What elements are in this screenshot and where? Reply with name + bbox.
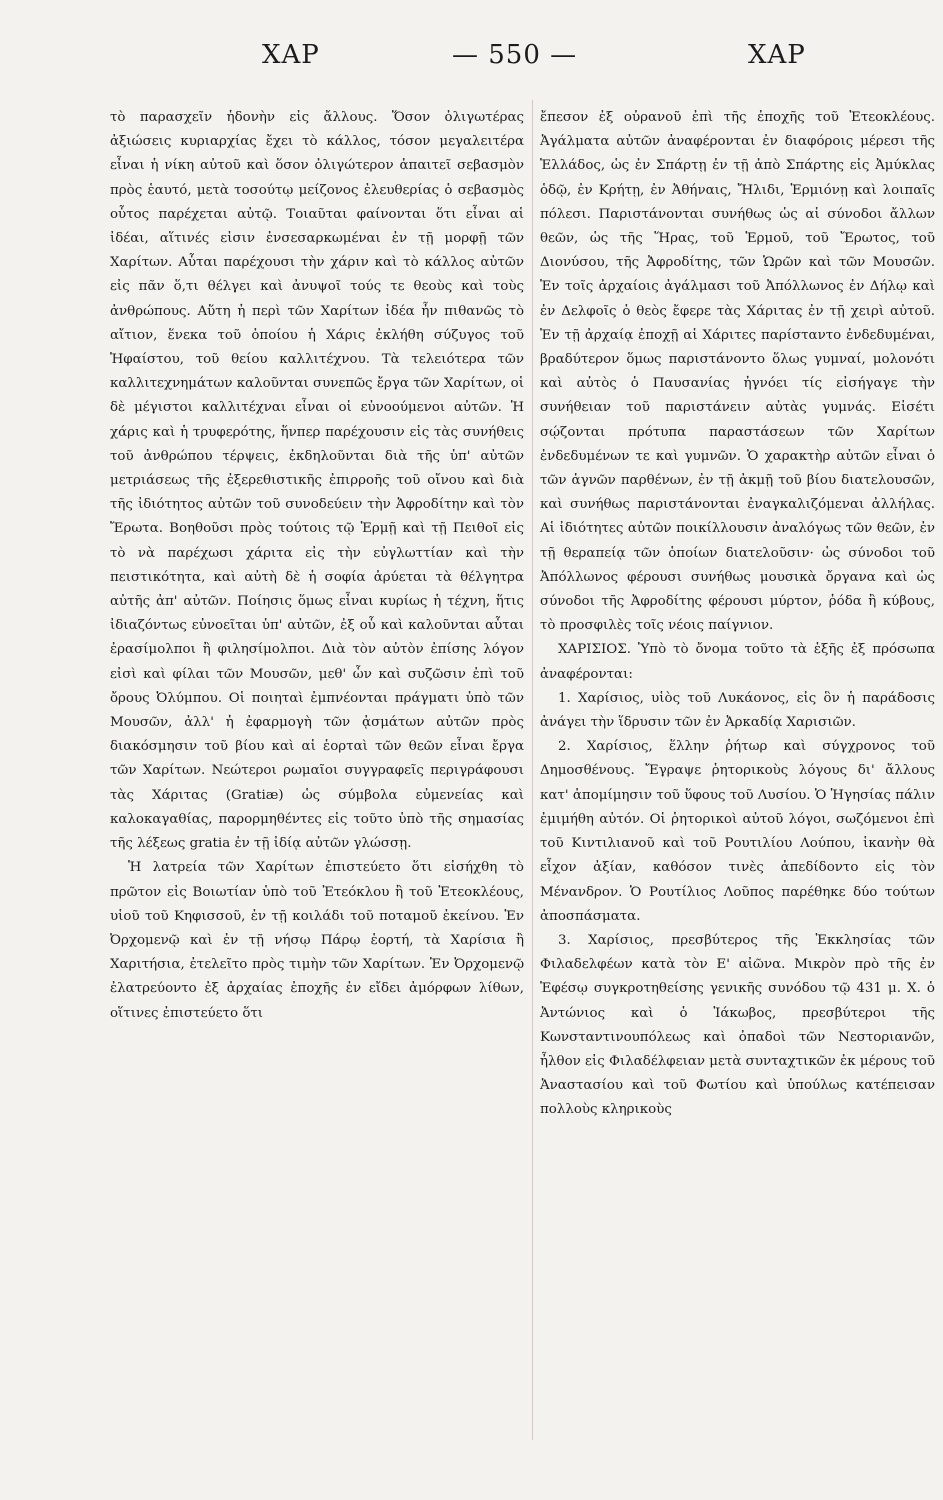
left-column — [110, 106, 524, 1026]
entry-heading-paragraph: ΧΑΡΙΣΙΟΣ. Ὑπὸ τὸ ὄνομα τοῦτο τὰ ἑξῆς ἐξ πρόσωπα ἀναφέρονται: — [540, 642, 935, 682]
page-header — [0, 40, 943, 90]
page-number: — 550 — — [452, 40, 578, 70]
paragraph: Ἡ λατρεία τῶν Χαρίτων ἐπιστεύετο ὅτι εἰσήχθη τὸ πρῶτον εἰς Βοιωτίαν ὑπὸ τοῦ Ἐτεόκλου ἢ τοῦ Ἐτεοκλέους, υἱοῦ τοῦ Κηφισσοῦ, ἐν τῇ κοιλάδι τοῦ ποταμοῦ ἐκείνου. Ἐν Ὀρχομενῷ καὶ ἐν τῇ νήσῳ Πάρῳ ἑορτή, τὰ Χαρίσια ἢ Χαριτήσια, ἐτελεῖτο πρὸς τιμὴν τῶν Χαρίτων. Ἐν Ὀρχομενῷ ἐλατρεύοντο ἐξ ἀρχαίας ἐποχῆς ἐν εἴδει ἀμόρφων λίθων, οἵτινες ἐπιστεύετο ὅτι — [110, 860, 524, 1021]
paragraph: ἔπεσον ἐξ οὐρανοῦ ἐπὶ τῆς ἐποχῆς τοῦ Ἐτεοκλέους. Ἀγάλματα αὐτῶν ἀναφέρονται ἐν διαφόροις μέρεσι τῆς Ἑλλάδος, ὡς ἐν Σπάρτῃ ἐν τῇ ἀπὸ Σπάρτης εἰς Ἀμύκλας ὁδῷ, ἐν Κρήτῃ, ἐν Ἀθήναις, Ἤλιδι, Ἑρμιόνῃ καὶ λοιπαῖς πόλεσι. Παριστάνονται συνήθως ὡς αἱ σύνοδοι ἄλλων θεῶν, ὡς τῆς Ἥρας, τοῦ Ἑρμοῦ, τοῦ Ἔρωτος, τοῦ Διονύσου, τῆς Ἀφροδίτης, τῶν Ὡρῶν καὶ τῶν Μουσῶν. Ἐν τοῖς ἀρχαίοις ἀγάλμασι τοῦ Ἀπόλλωνος ἐν Δήλῳ καὶ ἐν Δελφοῖς ὁ θεὸς ἔφερε τὰς Χάριτας ἐν τῇ χειρὶ αὐτοῦ. Ἐν τῇ ἀρχαίᾳ ἐποχῇ αἱ Χάριτες παρίσταντο ἐνδεδυμέναι, βραδύτερον ὅμως παριστάνοντο ὅλως γυμναί, μολονότι καὶ αὐτὸς ὁ Παυσανίας ἠγνόει τίς εἰσήγαγε τὴν συνήθειαν τοῦ παριστάνειν αὐτὰς γυμνάς. Εἰσέτι σῴζονται πρότυπα παραστάσεων τῶν Χαρίτων ἐνδεδυμένων τε καὶ γυμνῶν. Ὁ χαρακτὴρ αὐτῶν εἶναι ὁ τῶν ἁγνῶν παρθένων, ἐν τῇ ἀκμῇ τοῦ βίου διατελουσῶν, καὶ συνήθως παριστάνονται ἐναγκαλιζόμεναι ἀλλήλας. Αἱ ἰδιότητες αὐτῶν ποικίλλουσιν ἀναλόγως τῶν θεῶν, ἐν τῇ θεραπείᾳ τῶν ὁποίων διατελοῦσιν· ὡς σύνοδοι τοῦ Ἀπόλλωνος φέρουσι συνήθως μουσικὰ ὄργανα καὶ ὡς σύνοδοι τῆς Ἀφροδίτης φέρουσι μύρτον, ῥόδα ἢ κύβους, τὸ προσφιλὲς τοῖς νέοις παίγνιον. — [540, 110, 935, 634]
entry-item: 3. Χαρίσιος, πρεσβύτερος τῆς Ἐκκλησίας τῶν Φιλαδελφέων κατὰ τὸν Ε' αἰῶνα. Μικρὸν πρὸ τῆς ἐν Ἐφέσῳ συγκροτηθείσης γενικῆς συνόδου τῷ 431 μ. Χ. ὁ Ἀντώνιος καὶ ὁ Ἰάκωβος, πρεσβύτεροι τῆς Κωνσταντινουπόλεως καὶ ὀπαδοὶ τῶν Νεστοριανῶν, ἦλθον εἰς Φιλαδέλφειαν μετὰ συνταχτικῶν ἐκ μέρους τοῦ Ἀναστασίου καὶ τοῦ Φωτίου καὶ ὑπούλως κατέπεισαν πολλοὺς κληρικοὺς — [540, 932, 935, 1118]
paragraph: τὸ παρασχεῖν ἡδονὴν εἰς ἄλλους. Ὅσον ὀλιγωτέρας ἀξιώσεις κυριαρχίας ἔχει τὸ κάλλος, τόσον μεγαλειτέρα εἶναι ἡ νίκη αὐτοῦ καὶ ὅσον ὀλιγώτερον ἀπαιτεῖ σεβασμὸν πρὸς ἑαυτό, μετὰ τοσούτῳ μείζονος ἐλευθερίας ὁ σεβασμὸς οὗτος παρέχεται αὐτῷ. Τοιαῦται φαίνονται ὅτι εἶναι αἱ ἰδέαι, αἵτινές εἰσιν ἐνσεσαρκωμέναι ἐν τῇ μορφῇ τῶν Χαρίτων. Αὗται παρέχουσι τὴν χάριν καὶ τὸ κάλλος αὐτῶν εἰς πᾶν ὅ,τι θέλγει καὶ ἀνυψοῖ τούς τε θεοὺς καὶ τοὺς ἀνθρώπους. Αὕτη ἡ περὶ τῶν Χαρίτων ἰδέα ἦν πιθανῶς τὸ αἴτιον, ἕνεκα τοῦ ὁποίου ἡ Χάρις ἐκλήθη σύζυγος τοῦ Ἡφαίστου, τοῦ θείου καλλιτέχνου. Τὰ τελειότερα τῶν καλλιτεχνημάτων καλοῦνται συνεπῶς ἔργα τῶν Χαρίτων, οἱ δὲ μέγιστοι καλλιτέχναι εἶναι οἱ εὐνοούμενοι αὐτῶν. Ἡ χάρις καὶ ἡ τρυφερότης, ἥνπερ παρέχουσιν εἰς τὰς συνήθεις τοῦ ἀνθρώπου τέρψεις, ἐκδηλοῦνται διὰ τῆς ὑπ' αὐτῶν μετριάσεως τῆς ἐξερεθιστικῆς ἐπιρροῆς τοῦ οἴνου καὶ διὰ τῆς ἰδιότητος αὐτῶν τοῦ συνοδεύειν τὴν Ἀφροδίτην καὶ τὸν Ἔρωτα. Βοηθοῦσι πρὸς τούτοις τῷ Ἑρμῇ καὶ τῇ Πειθοῖ εἰς τὸ νὰ παρέχωσι χάριτα εἰς τὴν εὐγλωττίαν καὶ τὴν πειστικότητα, καὶ αὐτὴ δὲ ἡ σοφία ἀρύεται τὰ θέλγητρα αὐτῆς ἀπ' αὐτῶν. Ποίησις ὅμως εἶναι κυρίως ἡ τέχνη, ἥτις ἰδιαζόντως εὐνοεῖται ὑπ' αὐτῶν, ἐξ οὗ καὶ καλοῦνται αὗται ἐρασίμολποι ἢ φιλησίμολποι. Διὰ τὸν αὐτὸν ἐπίσης λόγον εἰσὶ καὶ φίλαι τῶν Μουσῶν, μεθ' ὧν καὶ συζῶσιν ἐπὶ τοῦ ὄρους Ὀλύμπου. Οἱ ποιηταὶ ἐμπνέονται πράγματι ὑπὸ τῶν Μουσῶν, ἀλλ' ἡ ἐφαρμογὴ τῶν ᾀσμάτων αὐτῶν πρὸς διακόσμησιν τοῦ βίου καὶ αἱ ἑορταὶ τῶν θεῶν εἶναι ἔργα τῶν Χαρίτων. Νεώτεροι ρωμαῖοι συγγραφεῖς περιγράφουσι τὰς Χάριτας (Gratiæ) ὡς σύμβολα εὐμενείας καὶ καλοκαγαθίας, παρορμηθέντες εἰς τοῦτο ὑπὸ τῆς σημασίας τῆς λέξεως gratia ἐν τῇ ἰδίᾳ αὐτῶν γλώσσῃ. — [110, 110, 524, 852]
running-head-left: ΧΑΡ — [262, 40, 320, 70]
entry-item: 1. Χαρίσιος, υἱὸς τοῦ Λυκάονος, εἰς ὃν ἡ παράδοσις ἀνάγει τὴν ἵδρυσιν τῶν ἐν Ἀρκαδίᾳ Χαρισιῶν. — [540, 690, 935, 731]
column-divider — [532, 100, 533, 1440]
running-head-right: ΧΑΡ — [748, 40, 806, 70]
entry-item: 2. Χαρίσιος, ἕλλην ῥήτωρ καὶ σύγχρονος τοῦ Δημοσθένους. Ἔγραψε ῥητορικοὺς λόγους δι' ἄλλους κατ' ἀπομίμησιν τοῦ ὕφους τοῦ Λυσίου. Ὁ Ἡγησίας πάλιν ἐμιμήθη αὐτόν. Οἱ ῥητορικοὶ αὐτοῦ λόγοι, σωζόμενοι ἐπὶ τοῦ Κιντιλιανοῦ καὶ τοῦ Ρουτιλίου Λούπου, ἱκανὴν θὰ εἶχον ἀξίαν, καθόσον τινὲς ἀπεδίδοντο εἰς τὸν Μένανδρον. Ὁ Ρουτίλιος Λοῦπος παρέθηκε δύο τούτων ἀποσπάσματα. — [540, 739, 935, 924]
right-column — [540, 106, 935, 1123]
